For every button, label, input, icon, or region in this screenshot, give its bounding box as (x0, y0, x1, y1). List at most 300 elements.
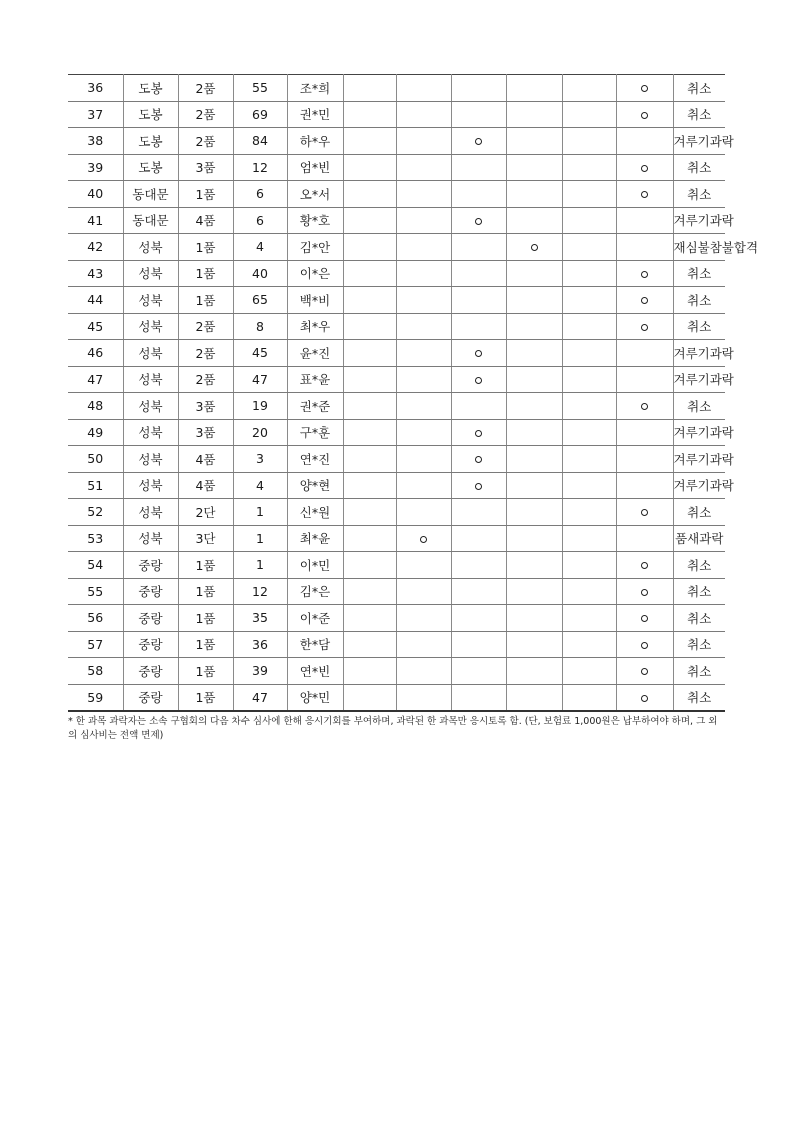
circle-mark-icon (475, 377, 482, 384)
cell-name: 오*서 (287, 181, 343, 208)
cell-mark-4 (562, 75, 616, 102)
circle-mark-icon (475, 350, 482, 357)
cell-mark-3 (506, 75, 562, 102)
cell-number: 41 (68, 207, 123, 234)
cell-mark-4 (562, 419, 616, 446)
cell-region: 중랑 (123, 552, 178, 579)
cell-exam-number: 3 (233, 446, 287, 473)
cell-mark-4 (562, 366, 616, 393)
cell-exam-number: 12 (233, 578, 287, 605)
cell-name: 구*훈 (287, 419, 343, 446)
table-row (68, 684, 725, 711)
cell-mark-3 (506, 287, 562, 314)
cell-mark-4 (562, 393, 616, 420)
cell-mark-4 (562, 101, 616, 128)
cell-mark-4 (562, 287, 616, 314)
cell-mark-3 (506, 446, 562, 473)
cell-mark-2 (451, 207, 506, 234)
cell-region: 동대문 (123, 181, 178, 208)
cell-mark-0 (343, 366, 396, 393)
cell-exam-number: 55 (233, 75, 287, 102)
cell-mark-5 (616, 684, 673, 711)
cell-result: 취소 (673, 181, 725, 208)
cell-mark-1 (396, 446, 451, 473)
cell-result: 겨루기과락 (673, 419, 725, 446)
cell-mark-1 (396, 260, 451, 287)
cell-mark-1 (396, 605, 451, 632)
cell-mark-3 (506, 499, 562, 526)
cell-number: 38 (68, 128, 123, 155)
cell-exam-number: 47 (233, 366, 287, 393)
cell-exam-number: 19 (233, 393, 287, 420)
cell-name: 김*은 (287, 578, 343, 605)
cell-exam-number: 69 (233, 101, 287, 128)
cell-mark-2 (451, 75, 506, 102)
cell-name: 한*담 (287, 631, 343, 658)
cell-mark-2 (451, 472, 506, 499)
cell-grade: 3품 (178, 393, 233, 420)
cell-mark-5 (616, 658, 673, 685)
cell-number: 54 (68, 552, 123, 579)
cell-mark-1 (396, 234, 451, 261)
cell-mark-3 (506, 260, 562, 287)
cell-number: 59 (68, 684, 123, 711)
cell-result: 겨루기과락 (673, 340, 725, 367)
cell-name: 양*현 (287, 472, 343, 499)
table-row (68, 472, 725, 499)
cell-mark-0 (343, 154, 396, 181)
cell-name: 권*민 (287, 101, 343, 128)
cell-mark-2 (451, 684, 506, 711)
cell-grade: 1품 (178, 234, 233, 261)
cell-number: 50 (68, 446, 123, 473)
cell-mark-5 (616, 472, 673, 499)
cell-mark-5 (616, 234, 673, 261)
cell-mark-1 (396, 499, 451, 526)
cell-number: 49 (68, 419, 123, 446)
cell-mark-4 (562, 578, 616, 605)
cell-mark-0 (343, 658, 396, 685)
cell-mark-1 (396, 472, 451, 499)
cell-name: 신*원 (287, 499, 343, 526)
cell-number: 39 (68, 154, 123, 181)
cell-mark-1 (396, 75, 451, 102)
cell-grade: 2품 (178, 101, 233, 128)
circle-mark-icon (641, 324, 648, 331)
cell-mark-4 (562, 684, 616, 711)
cell-mark-3 (506, 631, 562, 658)
cell-result: 겨루기과락 (673, 472, 725, 499)
cell-mark-0 (343, 472, 396, 499)
cell-mark-1 (396, 552, 451, 579)
cell-number: 52 (68, 499, 123, 526)
cell-mark-5 (616, 128, 673, 155)
cell-result: 취소 (673, 287, 725, 314)
cell-mark-5 (616, 101, 673, 128)
footnote: * 한 과목 과락자는 소속 구협회의 다음 차수 심사에 한해 응시기회를 부여하며, 과락된 한 과목만 응시토록 함. (단, 보험료 1,000원은 납부하여야 하며, 그 외의 심사비는 전액 면제) (68, 716, 718, 741)
cell-exam-number: 1 (233, 525, 287, 552)
cell-mark-0 (343, 287, 396, 314)
cell-mark-1 (396, 340, 451, 367)
table-row (68, 525, 725, 552)
cell-result: 품새과락 (673, 525, 725, 552)
cell-mark-4 (562, 313, 616, 340)
cell-mark-2 (451, 578, 506, 605)
cell-mark-2 (451, 313, 506, 340)
cell-exam-number: 6 (233, 181, 287, 208)
cell-result: 취소 (673, 393, 725, 420)
circle-mark-icon (641, 668, 648, 675)
table-row (68, 605, 725, 632)
cell-name: 김*안 (287, 234, 343, 261)
cell-mark-3 (506, 340, 562, 367)
circle-mark-icon (475, 456, 482, 463)
cell-mark-1 (396, 207, 451, 234)
cell-mark-0 (343, 260, 396, 287)
cell-exam-number: 1 (233, 552, 287, 579)
cell-grade: 1품 (178, 631, 233, 658)
circle-mark-icon (641, 191, 648, 198)
table-row (68, 260, 725, 287)
cell-mark-4 (562, 260, 616, 287)
cell-name: 이*준 (287, 605, 343, 632)
cell-mark-1 (396, 393, 451, 420)
cell-mark-5 (616, 207, 673, 234)
cell-number: 48 (68, 393, 123, 420)
cell-grade: 2품 (178, 313, 233, 340)
cell-mark-0 (343, 605, 396, 632)
table-row (68, 578, 725, 605)
cell-name: 양*민 (287, 684, 343, 711)
cell-region: 중랑 (123, 658, 178, 685)
cell-grade: 4품 (178, 472, 233, 499)
cell-mark-2 (451, 234, 506, 261)
cell-number: 42 (68, 234, 123, 261)
cell-number: 43 (68, 260, 123, 287)
cell-region: 성북 (123, 446, 178, 473)
cell-mark-1 (396, 287, 451, 314)
cell-region: 성북 (123, 287, 178, 314)
cell-name: 이*민 (287, 552, 343, 579)
cell-mark-5 (616, 393, 673, 420)
cell-number: 51 (68, 472, 123, 499)
cell-name: 엄*빈 (287, 154, 343, 181)
cell-result: 취소 (673, 75, 725, 102)
cell-region: 성북 (123, 366, 178, 393)
cell-mark-2 (451, 446, 506, 473)
cell-exam-number: 12 (233, 154, 287, 181)
table-row (68, 75, 725, 102)
cell-mark-5 (616, 313, 673, 340)
cell-mark-1 (396, 658, 451, 685)
cell-mark-0 (343, 419, 396, 446)
cell-region: 도봉 (123, 75, 178, 102)
cell-mark-2 (451, 631, 506, 658)
circle-mark-icon (475, 138, 482, 145)
cell-name: 표*윤 (287, 366, 343, 393)
cell-name: 황*호 (287, 207, 343, 234)
cell-mark-5 (616, 605, 673, 632)
circle-mark-icon (641, 642, 648, 649)
cell-mark-2 (451, 499, 506, 526)
cell-mark-4 (562, 631, 616, 658)
cell-region: 도봉 (123, 101, 178, 128)
cell-grade: 2품 (178, 128, 233, 155)
table-row (68, 340, 725, 367)
cell-result: 겨루기과락 (673, 446, 725, 473)
circle-mark-icon (641, 615, 648, 622)
cell-mark-3 (506, 684, 562, 711)
cell-mark-0 (343, 552, 396, 579)
cell-grade: 4품 (178, 207, 233, 234)
table-row (68, 499, 725, 526)
cell-exam-number: 40 (233, 260, 287, 287)
cell-mark-2 (451, 393, 506, 420)
cell-mark-3 (506, 525, 562, 552)
cell-mark-0 (343, 340, 396, 367)
cell-mark-2 (451, 525, 506, 552)
cell-mark-0 (343, 181, 396, 208)
cell-mark-1 (396, 313, 451, 340)
cell-region: 성북 (123, 525, 178, 552)
cell-grade: 4품 (178, 446, 233, 473)
cell-region: 성북 (123, 313, 178, 340)
cell-mark-5 (616, 340, 673, 367)
cell-mark-1 (396, 101, 451, 128)
cell-mark-2 (451, 181, 506, 208)
cell-region: 성북 (123, 260, 178, 287)
cell-region: 성북 (123, 472, 178, 499)
circle-mark-icon (641, 509, 648, 516)
cell-grade: 1품 (178, 552, 233, 579)
cell-mark-4 (562, 207, 616, 234)
cell-name: 권*준 (287, 393, 343, 420)
cell-mark-2 (451, 605, 506, 632)
cell-mark-5 (616, 419, 673, 446)
cell-exam-number: 65 (233, 287, 287, 314)
cell-mark-3 (506, 313, 562, 340)
cell-grade: 1품 (178, 287, 233, 314)
cell-result: 겨루기과락 (673, 366, 725, 393)
cell-grade: 1품 (178, 181, 233, 208)
cell-mark-2 (451, 366, 506, 393)
cell-grade: 1품 (178, 260, 233, 287)
cell-mark-0 (343, 499, 396, 526)
cell-name: 하*우 (287, 128, 343, 155)
cell-result: 취소 (673, 499, 725, 526)
cell-mark-4 (562, 472, 616, 499)
cell-number: 36 (68, 75, 123, 102)
cell-mark-4 (562, 154, 616, 181)
cell-exam-number: 47 (233, 684, 287, 711)
cell-mark-3 (506, 472, 562, 499)
cell-grade: 1품 (178, 605, 233, 632)
cell-result: 취소 (673, 658, 725, 685)
cell-mark-1 (396, 525, 451, 552)
cell-mark-3 (506, 128, 562, 155)
cell-mark-0 (343, 446, 396, 473)
cell-mark-0 (343, 393, 396, 420)
cell-mark-3 (506, 154, 562, 181)
cell-exam-number: 84 (233, 128, 287, 155)
cell-mark-3 (506, 366, 562, 393)
cell-mark-5 (616, 631, 673, 658)
cell-region: 성북 (123, 419, 178, 446)
cell-mark-0 (343, 101, 396, 128)
circle-mark-icon (641, 165, 648, 172)
cell-result: 취소 (673, 313, 725, 340)
circle-mark-icon (531, 244, 538, 251)
cell-region: 동대문 (123, 207, 178, 234)
table-row (68, 128, 725, 155)
table-body (68, 75, 759, 712)
circle-mark-icon (641, 695, 648, 702)
cell-mark-0 (343, 525, 396, 552)
cell-region: 성북 (123, 393, 178, 420)
cell-mark-5 (616, 75, 673, 102)
cell-result: 취소 (673, 260, 725, 287)
circle-mark-icon (641, 271, 648, 278)
cell-number: 46 (68, 340, 123, 367)
cell-grade: 2단 (178, 499, 233, 526)
cell-name: 최*윤 (287, 525, 343, 552)
circle-mark-icon (420, 536, 427, 543)
cell-mark-3 (506, 658, 562, 685)
cell-grade: 1품 (178, 658, 233, 685)
cell-region: 중랑 (123, 684, 178, 711)
cell-grade: 2품 (178, 75, 233, 102)
circle-mark-icon (475, 483, 482, 490)
cell-mark-2 (451, 552, 506, 579)
circle-mark-icon (475, 430, 482, 437)
cell-number: 45 (68, 313, 123, 340)
cell-mark-5 (616, 499, 673, 526)
cell-mark-0 (343, 313, 396, 340)
circle-mark-icon (475, 218, 482, 225)
cell-mark-4 (562, 234, 616, 261)
results-table (68, 74, 759, 712)
cell-mark-5 (616, 552, 673, 579)
cell-mark-1 (396, 366, 451, 393)
cell-result: 취소 (673, 684, 725, 711)
cell-result: 취소 (673, 631, 725, 658)
cell-result: 취소 (673, 101, 725, 128)
table-row (68, 101, 725, 128)
cell-name: 최*우 (287, 313, 343, 340)
cell-mark-3 (506, 605, 562, 632)
cell-name: 조*희 (287, 75, 343, 102)
cell-mark-3 (506, 578, 562, 605)
cell-mark-1 (396, 128, 451, 155)
circle-mark-icon (641, 297, 648, 304)
cell-name: 이*은 (287, 260, 343, 287)
cell-number: 53 (68, 525, 123, 552)
cell-mark-4 (562, 525, 616, 552)
cell-mark-0 (343, 578, 396, 605)
cell-grade: 1품 (178, 684, 233, 711)
cell-name: 백*비 (287, 287, 343, 314)
cell-number: 58 (68, 658, 123, 685)
table-row (68, 658, 725, 685)
table-row (68, 631, 725, 658)
table-row (68, 181, 725, 208)
cell-exam-number: 35 (233, 605, 287, 632)
result-page (68, 74, 759, 743)
cell-mark-5 (616, 181, 673, 208)
cell-mark-3 (506, 181, 562, 208)
cell-mark-5 (616, 578, 673, 605)
table-row (68, 393, 725, 420)
cell-result: 취소 (673, 578, 725, 605)
cell-result: 겨루기과락 (673, 207, 725, 234)
cell-mark-3 (506, 393, 562, 420)
cell-exam-number: 20 (233, 419, 287, 446)
cell-mark-1 (396, 631, 451, 658)
cell-mark-4 (562, 340, 616, 367)
cell-mark-4 (562, 552, 616, 579)
cell-mark-4 (562, 658, 616, 685)
cell-mark-4 (562, 605, 616, 632)
cell-region: 도봉 (123, 128, 178, 155)
table-row (68, 287, 725, 314)
table-row (68, 552, 725, 579)
cell-grade: 1품 (178, 578, 233, 605)
cell-result: 취소 (673, 154, 725, 181)
cell-mark-1 (396, 154, 451, 181)
cell-result: 재심불참불합격 (673, 234, 725, 261)
circle-mark-icon (641, 112, 648, 119)
cell-mark-4 (562, 499, 616, 526)
cell-exam-number: 4 (233, 472, 287, 499)
circle-mark-icon (641, 589, 648, 596)
cell-mark-2 (451, 287, 506, 314)
cell-exam-number: 1 (233, 499, 287, 526)
cell-mark-5 (616, 287, 673, 314)
table-row (68, 446, 725, 473)
cell-number: 47 (68, 366, 123, 393)
cell-region: 중랑 (123, 605, 178, 632)
cell-mark-5 (616, 260, 673, 287)
cell-region: 중랑 (123, 631, 178, 658)
cell-mark-2 (451, 340, 506, 367)
cell-mark-3 (506, 419, 562, 446)
cell-mark-2 (451, 658, 506, 685)
cell-number: 57 (68, 631, 123, 658)
cell-mark-0 (343, 631, 396, 658)
cell-grade: 3품 (178, 154, 233, 181)
cell-mark-1 (396, 181, 451, 208)
cell-result: 취소 (673, 605, 725, 632)
cell-name: 연*진 (287, 446, 343, 473)
table-row (68, 154, 725, 181)
cell-mark-1 (396, 419, 451, 446)
cell-mark-1 (396, 684, 451, 711)
cell-mark-2 (451, 128, 506, 155)
cell-result: 취소 (673, 552, 725, 579)
cell-mark-5 (616, 446, 673, 473)
table-row (68, 234, 725, 261)
cell-mark-2 (451, 260, 506, 287)
cell-mark-2 (451, 419, 506, 446)
cell-grade: 2품 (178, 340, 233, 367)
cell-region: 성북 (123, 499, 178, 526)
circle-mark-icon (641, 562, 648, 569)
cell-exam-number: 8 (233, 313, 287, 340)
cell-exam-number: 36 (233, 631, 287, 658)
cell-name: 연*빈 (287, 658, 343, 685)
table-row (68, 366, 725, 393)
cell-region: 성북 (123, 234, 178, 261)
